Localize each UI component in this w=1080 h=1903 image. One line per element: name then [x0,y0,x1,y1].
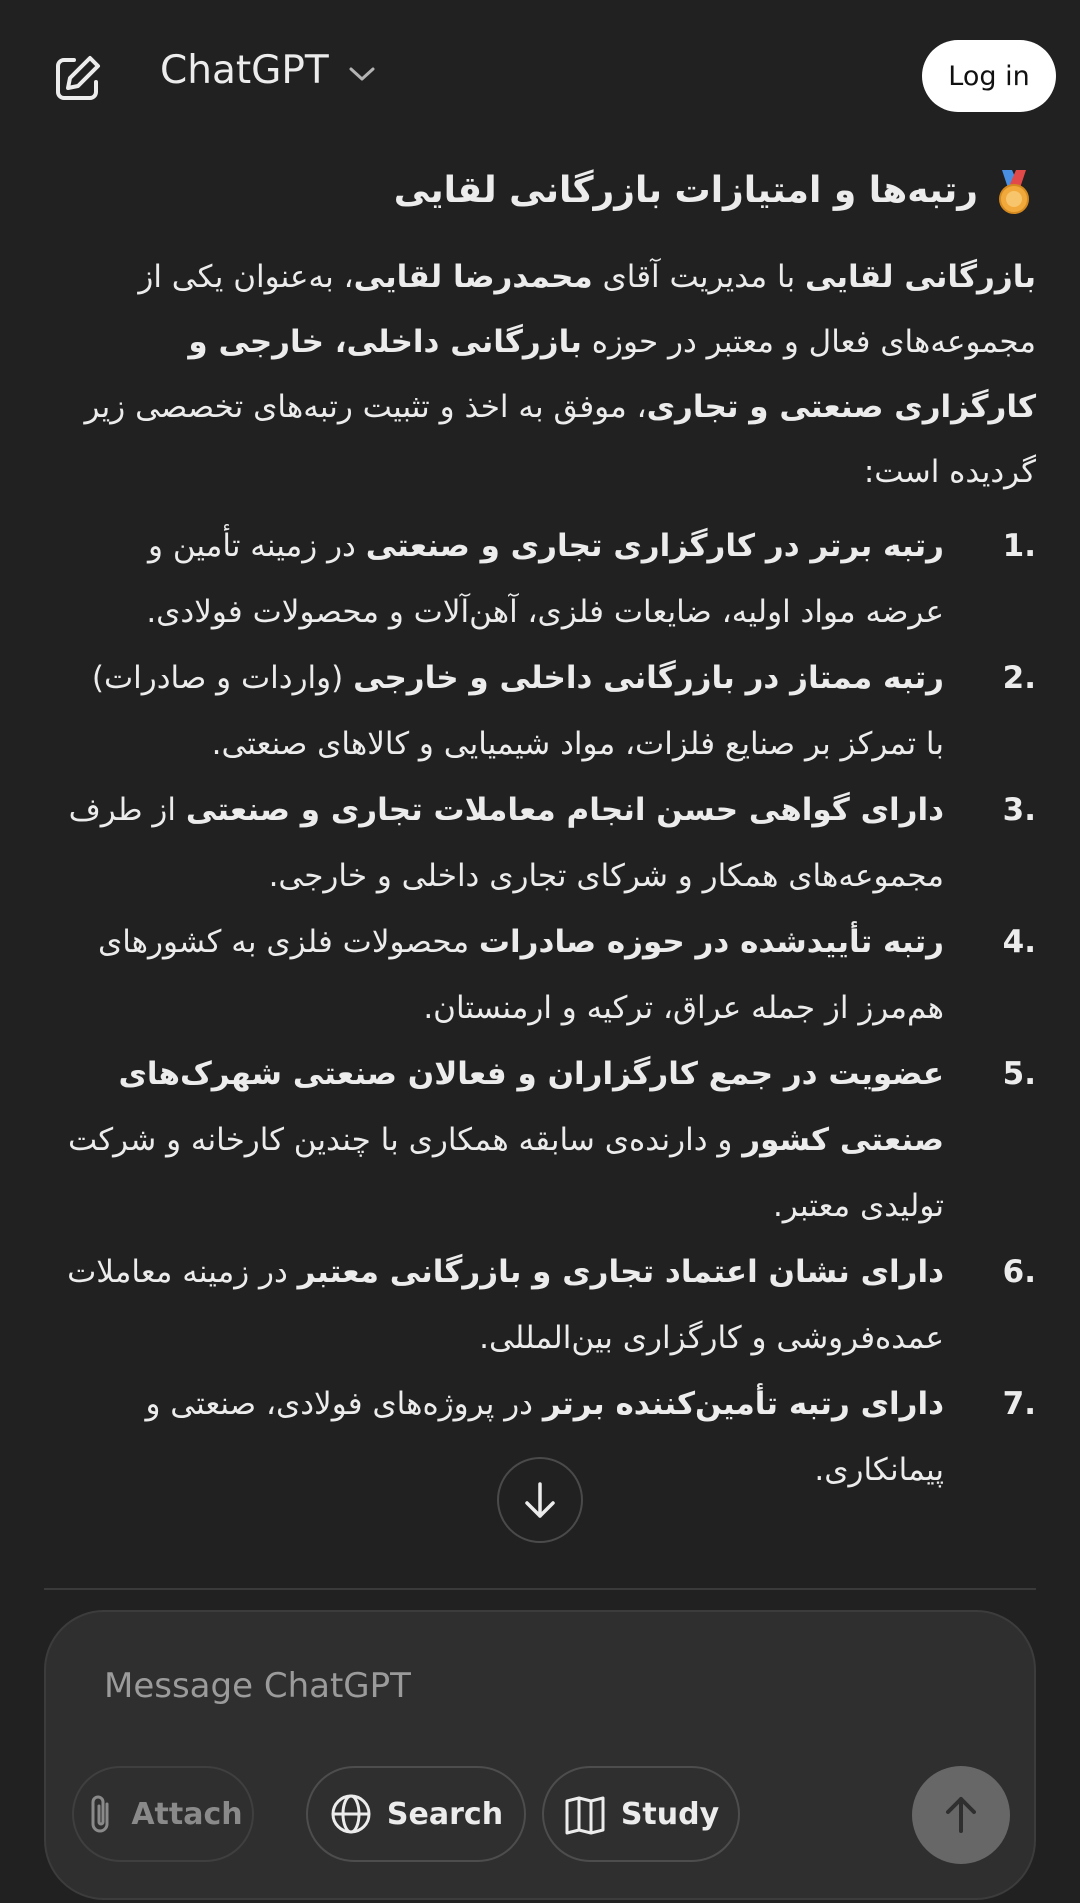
bold-text: محمدرضا لقایی [353,259,593,295]
search-button[interactable] [306,1766,526,1862]
list-item [66,513,1036,645]
list-item [66,1041,1036,1239]
text: در زمینه معاملات عمده‌فروشی و کارگزاری بین‌المللی. [67,1254,944,1356]
globe-icon [329,1792,373,1836]
book-icon [563,1792,607,1836]
text: محصولات فلزی به کشورهای هم‌مرز از جمله عراق، ترکیه و ارمنستان. [97,924,944,1026]
paperclip-icon [83,1792,117,1836]
login-button[interactable]: Log in [922,40,1056,112]
text: ، به‌عنوان یکی از مجموعه‌های فعال و معتبر در حوزه [138,259,1036,360]
bold-text: دارای رتبه تأمین‌کننده برتر [542,1386,944,1422]
text: در زمینه تأمین و عرضه مواد اولیه، ضایعات فلزی، آهن‌آلات و محصولات فولادی. [146,528,944,630]
text: ، موفق به اخذ و تثبیت رتبه‌های تخصصی زیر گردیده است: [84,389,1036,490]
attach-label: Attach [131,1796,243,1832]
search-label: Search [386,1796,504,1832]
bold-text: رتبه تأییدشده در حوزه صادرات [478,924,944,960]
text: در پروژه‌های فولادی، صنعتی و پیمانکاری. [145,1386,944,1488]
list-item-number: 7. [1002,1386,1036,1422]
bold-text: بازرگانی داخلی، خارجی و کارگزاری صنعتی و تجاری [188,324,1036,425]
message-heading [66,155,1036,227]
composer-divider [44,1588,1036,1590]
arrow-up-icon [939,1793,983,1837]
chevron-down-icon [347,64,377,84]
list-item [66,909,1036,1041]
study-button[interactable] [542,1766,740,1862]
list-item-number: 1. [1002,528,1036,564]
list-item [66,1239,1036,1371]
message-input[interactable] [102,1660,806,1712]
list-item-number: 6. [1002,1254,1036,1290]
composer [44,1610,1036,1900]
list-item [66,645,1036,777]
bold-text: رتبه برتر در کارگزاری تجاری و صنعتی [365,528,944,564]
heading-text: رتبه‌ها و امتیازات بازرگانی لقایی [393,170,978,211]
list-item-number: 5. [1002,1056,1036,1092]
intro-paragraph [66,245,1036,505]
edit-icon [50,50,106,106]
arrow-down-icon [518,1478,562,1522]
list-item-number: 2. [1002,660,1036,696]
bold-text: دارای نشان اعتماد تجاری و بازرگانی معتبر [297,1254,944,1290]
send-button[interactable] [912,1766,1010,1864]
text: از طرف مجموعه‌های همکار و شرکای تجاری داخلی و خارجی. [68,792,944,894]
list-item [66,777,1036,909]
text: با مدیریت آقای [592,259,805,295]
assistant-message [66,155,1036,1503]
bold-text: عضویت در جمع کارگزاران و فعالان صنعتی شهرک‌های صنعتی کشور [118,1056,944,1158]
text: (واردات و صادرات) با تمرکز بر صنایع فلزات، مواد شیمیایی و کالاهای صنعتی. [91,660,944,762]
text: و دارنده‌ی سابقه همکاری با چندین کارخانه و شرکت تولیدی معتبر. [67,1122,944,1224]
bold-text: دارای گواهی حسن انجام معاملات تجاری و صنعتی [185,792,944,828]
bold-text: بازرگانی لقایی [804,259,1036,295]
new-chat-button[interactable] [50,50,106,106]
model-selector[interactable] [160,48,377,93]
list-item-number: 3. [1002,792,1036,828]
achievements-list [66,513,1036,1503]
app-title: ChatGPT [160,48,329,93]
scroll-down-button[interactable] [497,1457,583,1543]
medal-icon [992,168,1036,216]
study-label: Study [620,1796,720,1832]
list-item-number: 4. [1002,924,1036,960]
top-bar [0,0,1080,150]
attach-button[interactable] [72,1766,254,1862]
bold-text: رتبه ممتاز در بازرگانی داخلی و خارجی [353,660,944,696]
